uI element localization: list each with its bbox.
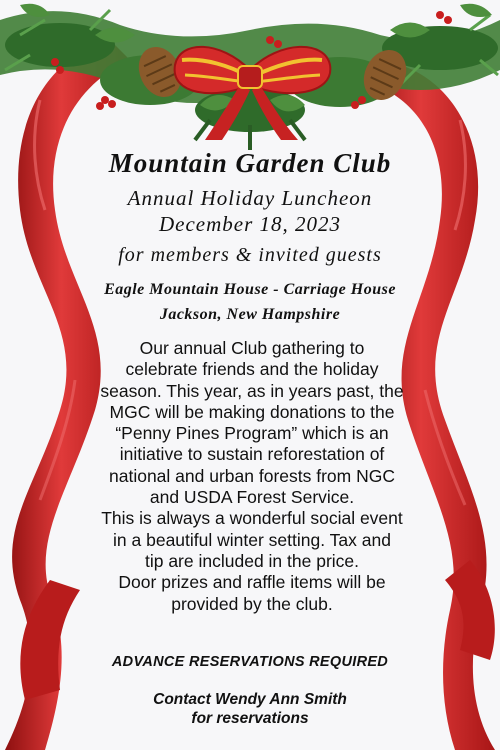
- contact-name-line: Contact Wendy Ann Smith: [153, 691, 347, 708]
- description-line: national and urban forests from NGC: [109, 465, 395, 486]
- event-date: December 18, 2023: [158, 212, 342, 236]
- contact-purpose-line: for reservations: [191, 710, 309, 727]
- event-venue: Eagle Mountain House - Carriage House: [104, 281, 396, 298]
- event-description: [78, 338, 426, 615]
- description-line: Our annual Club gathering to: [139, 338, 365, 358]
- description-line: MGC will be making donations to the: [109, 401, 395, 422]
- event-location: Jackson, New Hampshire: [159, 306, 341, 323]
- club-name-title: Mountain Garden Club: [108, 148, 392, 178]
- event-subtitle: Annual Holiday Luncheon: [127, 186, 373, 210]
- description-line: provided by the club.: [171, 593, 333, 614]
- description-line: season. This year, as in years past, the: [100, 380, 404, 401]
- event-audience: for members & invited guests: [118, 244, 382, 266]
- description-line: in a beautiful winter setting. Tax and: [113, 529, 391, 550]
- description-line: initiative to sustain reforestation of: [119, 444, 385, 465]
- contact-info: [0, 690, 500, 728]
- reservation-notice: ADVANCE RESERVATIONS REQUIRED: [111, 654, 389, 670]
- description-line: celebrate friends and the holiday: [125, 359, 379, 380]
- description-line: tip are included in the price.: [144, 550, 360, 571]
- description-line: Door prizes and raffle items will be: [118, 572, 386, 593]
- description-line: and USDA Forest Service.: [149, 487, 355, 508]
- description-line: “Penny Pines Program” which is an: [115, 423, 389, 444]
- description-line: This is always a wonderful social event: [101, 508, 403, 529]
